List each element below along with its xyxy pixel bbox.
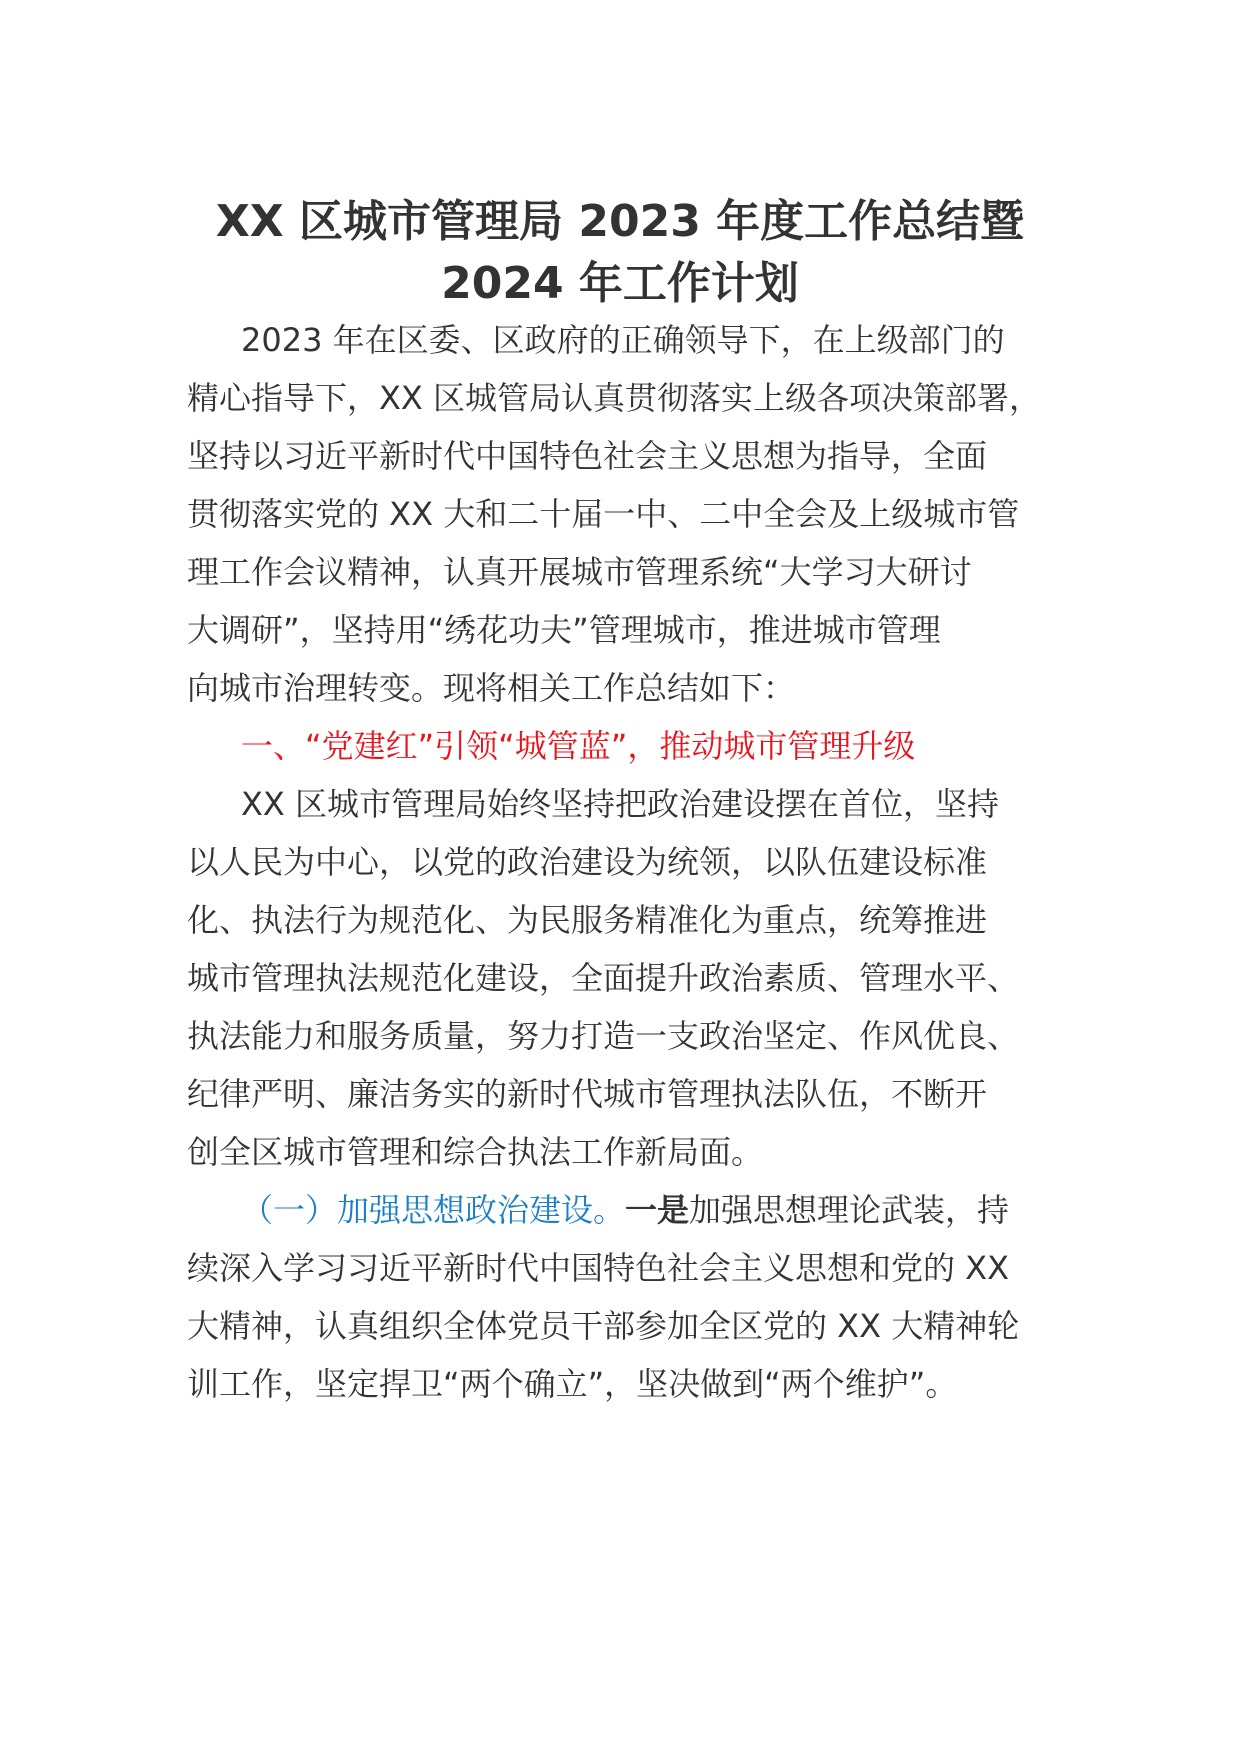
paragraph-line: 2023 年在区委、区政府的正确领导下，在上级部门的 — [241, 321, 1005, 359]
subsection-1-first-line-rest: 加强思想理论武装，持 — [689, 1191, 1010, 1229]
paragraph-line: 训工作，坚定捍卫“两个确立”，坚决做到“两个维护”。 — [187, 1365, 958, 1403]
paragraph-line: 大精神，认真组织全体党员干部参加全区党的 XX 大精神轮 — [187, 1307, 1020, 1345]
paragraph-line: 精心指导下，XX 区城管局认真贯彻落实上级各项决策部署， — [187, 379, 1042, 417]
paragraph-line: 城市管理执法规范化建设，全面提升政治素质、管理水平、 — [187, 959, 1020, 997]
paragraph-line: 执法能力和服务质量，努力打造一支政治坚定、作风优良、 — [187, 1017, 1020, 1055]
document-title-line-1: XX 区城市管理局 2023 年度工作总结暨 — [215, 196, 1025, 247]
paragraph-line: 坚持以习近平新时代中国特色社会主义思想为指导，全面 — [187, 437, 988, 475]
paragraph-line: 纪律严明、廉洁务实的新时代城市管理执法队伍，不断开 — [187, 1075, 988, 1113]
paragraph-line: 续深入学习习近平新时代中国特色社会主义思想和党的 XX — [187, 1249, 1010, 1287]
paragraph-line: 创全区城市管理和综合执法工作新局面。 — [187, 1133, 764, 1171]
paragraph-line: 向城市治理转变。现将相关工作总结如下： — [187, 669, 796, 707]
section-1-heading: 一、“党建红”引领“城管蓝”，推动城市管理升级 — [241, 727, 916, 765]
document-title-line-2: 2024 年工作计划 — [441, 258, 799, 309]
paragraph-line: 理工作会议精神，认真开展城市管理系统“大学习大研讨 — [187, 553, 972, 591]
paragraph-line: XX 区城市管理局始终坚持把政治建设摆在首位，坚持 — [241, 785, 1000, 823]
paragraph-line: 以人民为中心，以党的政治建设为统领，以队伍建设标准 — [187, 843, 988, 881]
subsection-1-lead: 一是 — [625, 1191, 690, 1229]
paragraph-line: 贯彻落实党的 XX 大和二十届一中、二中全会及上级城市管 — [187, 495, 1020, 533]
subsection-1-heading: （一）加强思想政治建设。 — [241, 1191, 626, 1229]
paragraph-line: 化、执法行为规范化、为民服务精准化为重点，统筹推进 — [187, 901, 988, 939]
paragraph-line: 大调研”，坚持用“绣花功夫”管理城市，推进城市管理 — [187, 611, 941, 649]
subsection-1-first-line — [241, 1188, 1009, 1232]
